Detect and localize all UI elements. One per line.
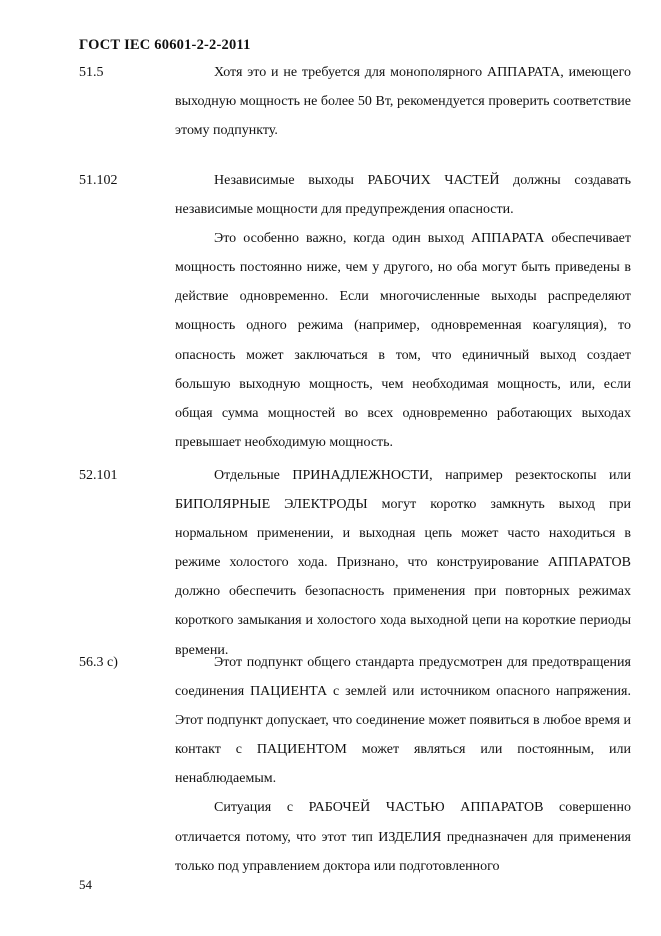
clause-body (175, 648, 631, 881)
page-number: 54 (79, 877, 92, 892)
clause-body (175, 58, 631, 145)
clause-number: 51.5 (79, 65, 104, 80)
paragraph: Отдельные ПРИНАДЛЕЖНОСТИ, например резектоскопы или БИПОЛЯРНЫЕ ЭЛЕКТРОДЫ могут коротко замкнуть выход при нормальном применении, и выходная цепь может часто находиться в режиме холостого хода. Признано, что конструирование АППАРАТОВ должно обеспечить безопасность применения при повторных режимах короткого замыкания и холостого хода выходной цепи на короткие периоды времени. (175, 468, 631, 658)
paragraph: Хотя это и не требуется для монополярного АППАРАТА, имеющего выходную мощность не более 50 Вт, рекомендуется проверить соответствие этому подпункту. (175, 65, 631, 139)
paragraph: Ситуация с РАБОЧЕЙ ЧАСТЬЮ АППАРАТОВ совершенно отличается потому, что этот тип ИЗДЕЛИЯ предназначен для применения только под управлением доктора или подготовленного (175, 800, 631, 874)
clause-number: 56.3 c) (79, 655, 118, 670)
clause-number: 51.102 (79, 173, 118, 188)
paragraph: Этот подпункт общего стандарта предусмотрен для предотвращения соединения ПАЦИЕНТА с землей или источником опасного напряжения. Этот подпункт допускает, что соединение может появиться в любое время и контакт с ПАЦИЕНТОМ может являться или постоянным, или ненаблюдаемым. (175, 655, 631, 787)
clause-body (175, 461, 631, 665)
paragraph: Это особенно важно, когда один выход АППАРАТА обеспечивает мощность постоянно ниже, чем у другого, но оба могут быть приведены в действие одновременно. Если многочисленные выходы распределяют мощность одного режима (например, одновременная коагуляция), то опасность может заключаться в том, что единичный выход создает большую выходную мощность, чем необходимая мощность, или, если общая сумма мощностей во всех одновременно работающих выходах превышает необходимую мощность. (175, 231, 631, 450)
clause-number: 52.101 (79, 468, 118, 483)
paragraph: Независимые выходы РАБОЧИХ ЧАСТЕЙ должны создавать независимые мощности для предупреждения опасности. (175, 173, 631, 218)
document-header: ГОСТ IEC 60601-2-2-2011 (79, 37, 251, 53)
clause-body (175, 166, 631, 457)
